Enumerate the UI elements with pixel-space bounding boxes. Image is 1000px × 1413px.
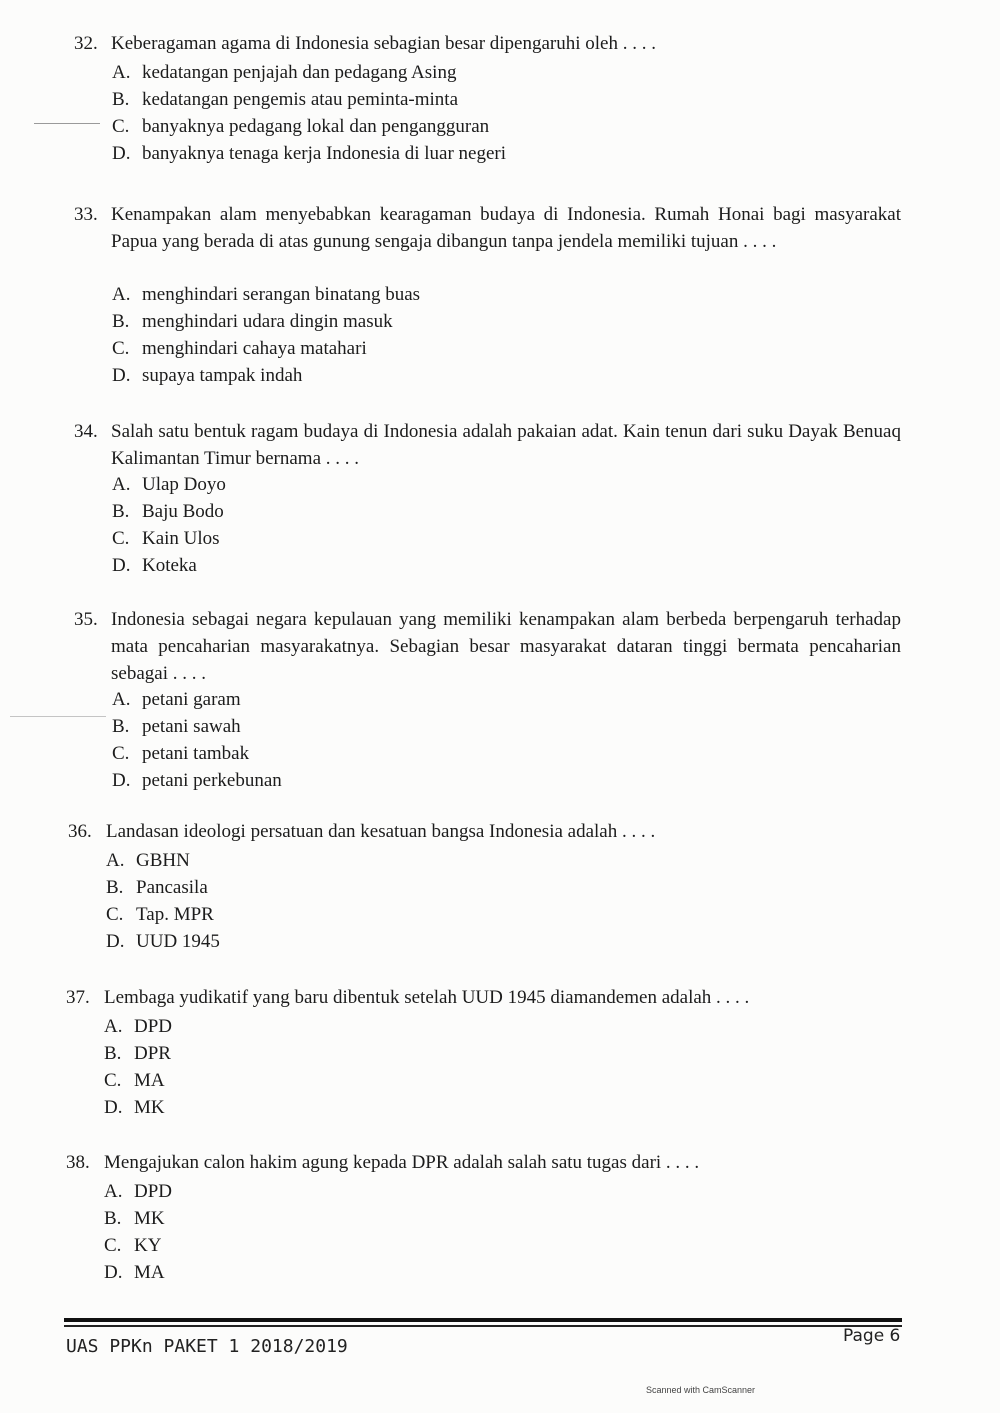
option-letter: D.: [106, 931, 125, 952]
option-d: [112, 552, 226, 579]
option-d: [112, 140, 506, 167]
option-list: [104, 1178, 172, 1286]
option-letter: D.: [104, 1097, 123, 1118]
option-letter: A.: [104, 1181, 123, 1202]
option-letter: A.: [106, 850, 125, 871]
question-number: 32.: [74, 33, 98, 54]
option-a: [104, 1013, 172, 1040]
option-letter: D.: [112, 770, 131, 791]
option-letter: A.: [112, 62, 131, 83]
option-text: supaya tampak indah: [142, 365, 303, 386]
option-text: UUD 1945: [136, 931, 220, 952]
option-letter: D.: [104, 1262, 123, 1283]
footer-page-number: Page 6: [843, 1326, 901, 1346]
option-c: [112, 740, 282, 767]
option-letter: B.: [104, 1043, 122, 1064]
footer-rule: [64, 1318, 902, 1322]
option-c: [104, 1232, 172, 1259]
option-letter: B.: [112, 501, 130, 522]
option-text: Baju Bodo: [142, 501, 224, 522]
option-text: petani tambak: [142, 743, 250, 764]
option-text: kedatangan pengemis atau peminta-minta: [142, 89, 459, 110]
option-b: [104, 1040, 172, 1067]
option-text: MK: [134, 1097, 165, 1118]
option-d: [112, 767, 282, 794]
option-text: Kain Ulos: [142, 528, 220, 549]
footer-exam-title: UAS PPKn PAKET 1 2018/2019: [66, 1336, 348, 1357]
option-text: Tap. MPR: [136, 904, 214, 925]
option-a: [112, 59, 506, 86]
option-text: kedatangan penjajah dan pedagang Asing: [142, 62, 457, 83]
footer-rule-thin: [64, 1325, 902, 1327]
option-b: [112, 498, 226, 525]
option-letter: C.: [112, 338, 130, 359]
option-b: [112, 713, 282, 740]
option-letter: D.: [112, 365, 131, 386]
option-c: [112, 525, 226, 552]
option-text: menghindari udara dingin masuk: [142, 311, 393, 332]
question-number: 36.: [68, 821, 92, 842]
option-text: MA: [134, 1262, 165, 1283]
option-list: [112, 686, 282, 794]
option-letter: C.: [112, 743, 130, 764]
option-list: [104, 1013, 172, 1121]
option-letter: C.: [112, 116, 130, 137]
option-a: [112, 281, 420, 308]
question-text: Indonesia sebagai negara kepulauan yang memiliki kenampakan alam berbeda berpengaruh terhadap mata pencaharian masyarakatnya. Sebagian besar masyarakat dataran tinggi bermata pencaharian sebagai . . . .: [111, 609, 901, 684]
option-c: [104, 1067, 172, 1094]
option-letter: B.: [112, 716, 130, 737]
question-number: 37.: [66, 987, 90, 1008]
option-a: [112, 686, 282, 713]
option-b: [112, 86, 506, 113]
question-number: 34.: [74, 421, 98, 442]
scanner-watermark: Scanned with CamScanner: [646, 1385, 756, 1395]
question-text: Mengajukan calon hakim agung kepada DPR adalah salah satu tugas dari . . . .: [104, 1152, 700, 1173]
option-letter: B.: [104, 1208, 122, 1229]
option-text: Koteka: [142, 555, 197, 576]
option-list: [112, 281, 420, 389]
option-text: Ulap Doyo: [142, 474, 226, 495]
question-text: Kenampakan alam menyebabkan kearagaman budaya di Indonesia. Rumah Honai bagi masyarakat Papua yang berada di atas gunung sengaja dibangun tanpa jendela memiliki tujuan . . . .: [111, 204, 901, 252]
option-d: [106, 928, 220, 955]
option-text: menghindari cahaya matahari: [142, 338, 367, 359]
option-text: Pancasila: [136, 877, 208, 898]
option-letter: A.: [112, 474, 131, 495]
option-d: [104, 1094, 172, 1121]
option-b: [106, 874, 220, 901]
option-letter: B.: [112, 89, 130, 110]
option-d: [112, 362, 420, 389]
option-letter: B.: [106, 877, 124, 898]
option-text: banyaknya tenaga kerja Indonesia di luar negeri: [142, 143, 507, 164]
option-list: [112, 59, 506, 167]
option-letter: D.: [112, 143, 131, 164]
option-text: MA: [134, 1070, 165, 1091]
question-number: 33.: [74, 204, 98, 225]
option-a: [112, 471, 226, 498]
question-text: Salah satu bentuk ragam budaya di Indonesia adalah pakaian adat. Kain tenun dari suku Dayak Benuaq Kalimantan Timur bernama . . . .: [111, 421, 901, 469]
option-c: [112, 113, 506, 140]
question-text: Lembaga yudikatif yang baru dibentuk setelah UUD 1945 diamandemen adalah . . . .: [104, 987, 750, 1008]
option-c: [106, 901, 220, 928]
option-text: DPD: [134, 1016, 173, 1037]
option-letter: B.: [112, 311, 130, 332]
option-list: [112, 471, 226, 579]
option-letter: D.: [112, 555, 131, 576]
option-letter: C.: [106, 904, 124, 925]
option-c: [112, 335, 420, 362]
option-text: DPD: [134, 1181, 173, 1202]
option-text: menghindari serangan binatang buas: [142, 284, 421, 305]
question-number: 38.: [66, 1152, 90, 1173]
option-text: DPR: [134, 1043, 171, 1064]
question-number: 35.: [74, 609, 98, 630]
question-text: Landasan ideologi persatuan dan kesatuan bangsa Indonesia adalah . . . .: [106, 821, 656, 842]
option-b: [104, 1205, 172, 1232]
scan-artifact-line: [34, 123, 100, 124]
option-a: [104, 1178, 172, 1205]
question-text: Keberagaman agama di Indonesia sebagian besar dipengaruhi oleh . . . .: [111, 33, 656, 54]
option-letter: A.: [112, 284, 131, 305]
option-text: GBHN: [136, 850, 190, 871]
option-text: MK: [134, 1208, 165, 1229]
option-letter: C.: [104, 1070, 122, 1091]
option-letter: A.: [112, 689, 131, 710]
option-d: [104, 1259, 172, 1286]
option-text: banyaknya pedagang lokal dan pengangguran: [142, 116, 490, 137]
option-text: petani sawah: [142, 716, 241, 737]
option-text: petani garam: [142, 689, 241, 710]
option-letter: C.: [104, 1235, 122, 1256]
option-b: [112, 308, 420, 335]
option-a: [106, 847, 220, 874]
scan-artifact-line: [10, 716, 106, 717]
option-letter: C.: [112, 528, 130, 549]
option-text: petani perkebunan: [142, 770, 282, 791]
option-letter: A.: [104, 1016, 123, 1037]
option-text: KY: [134, 1235, 162, 1256]
option-list: [106, 847, 220, 955]
